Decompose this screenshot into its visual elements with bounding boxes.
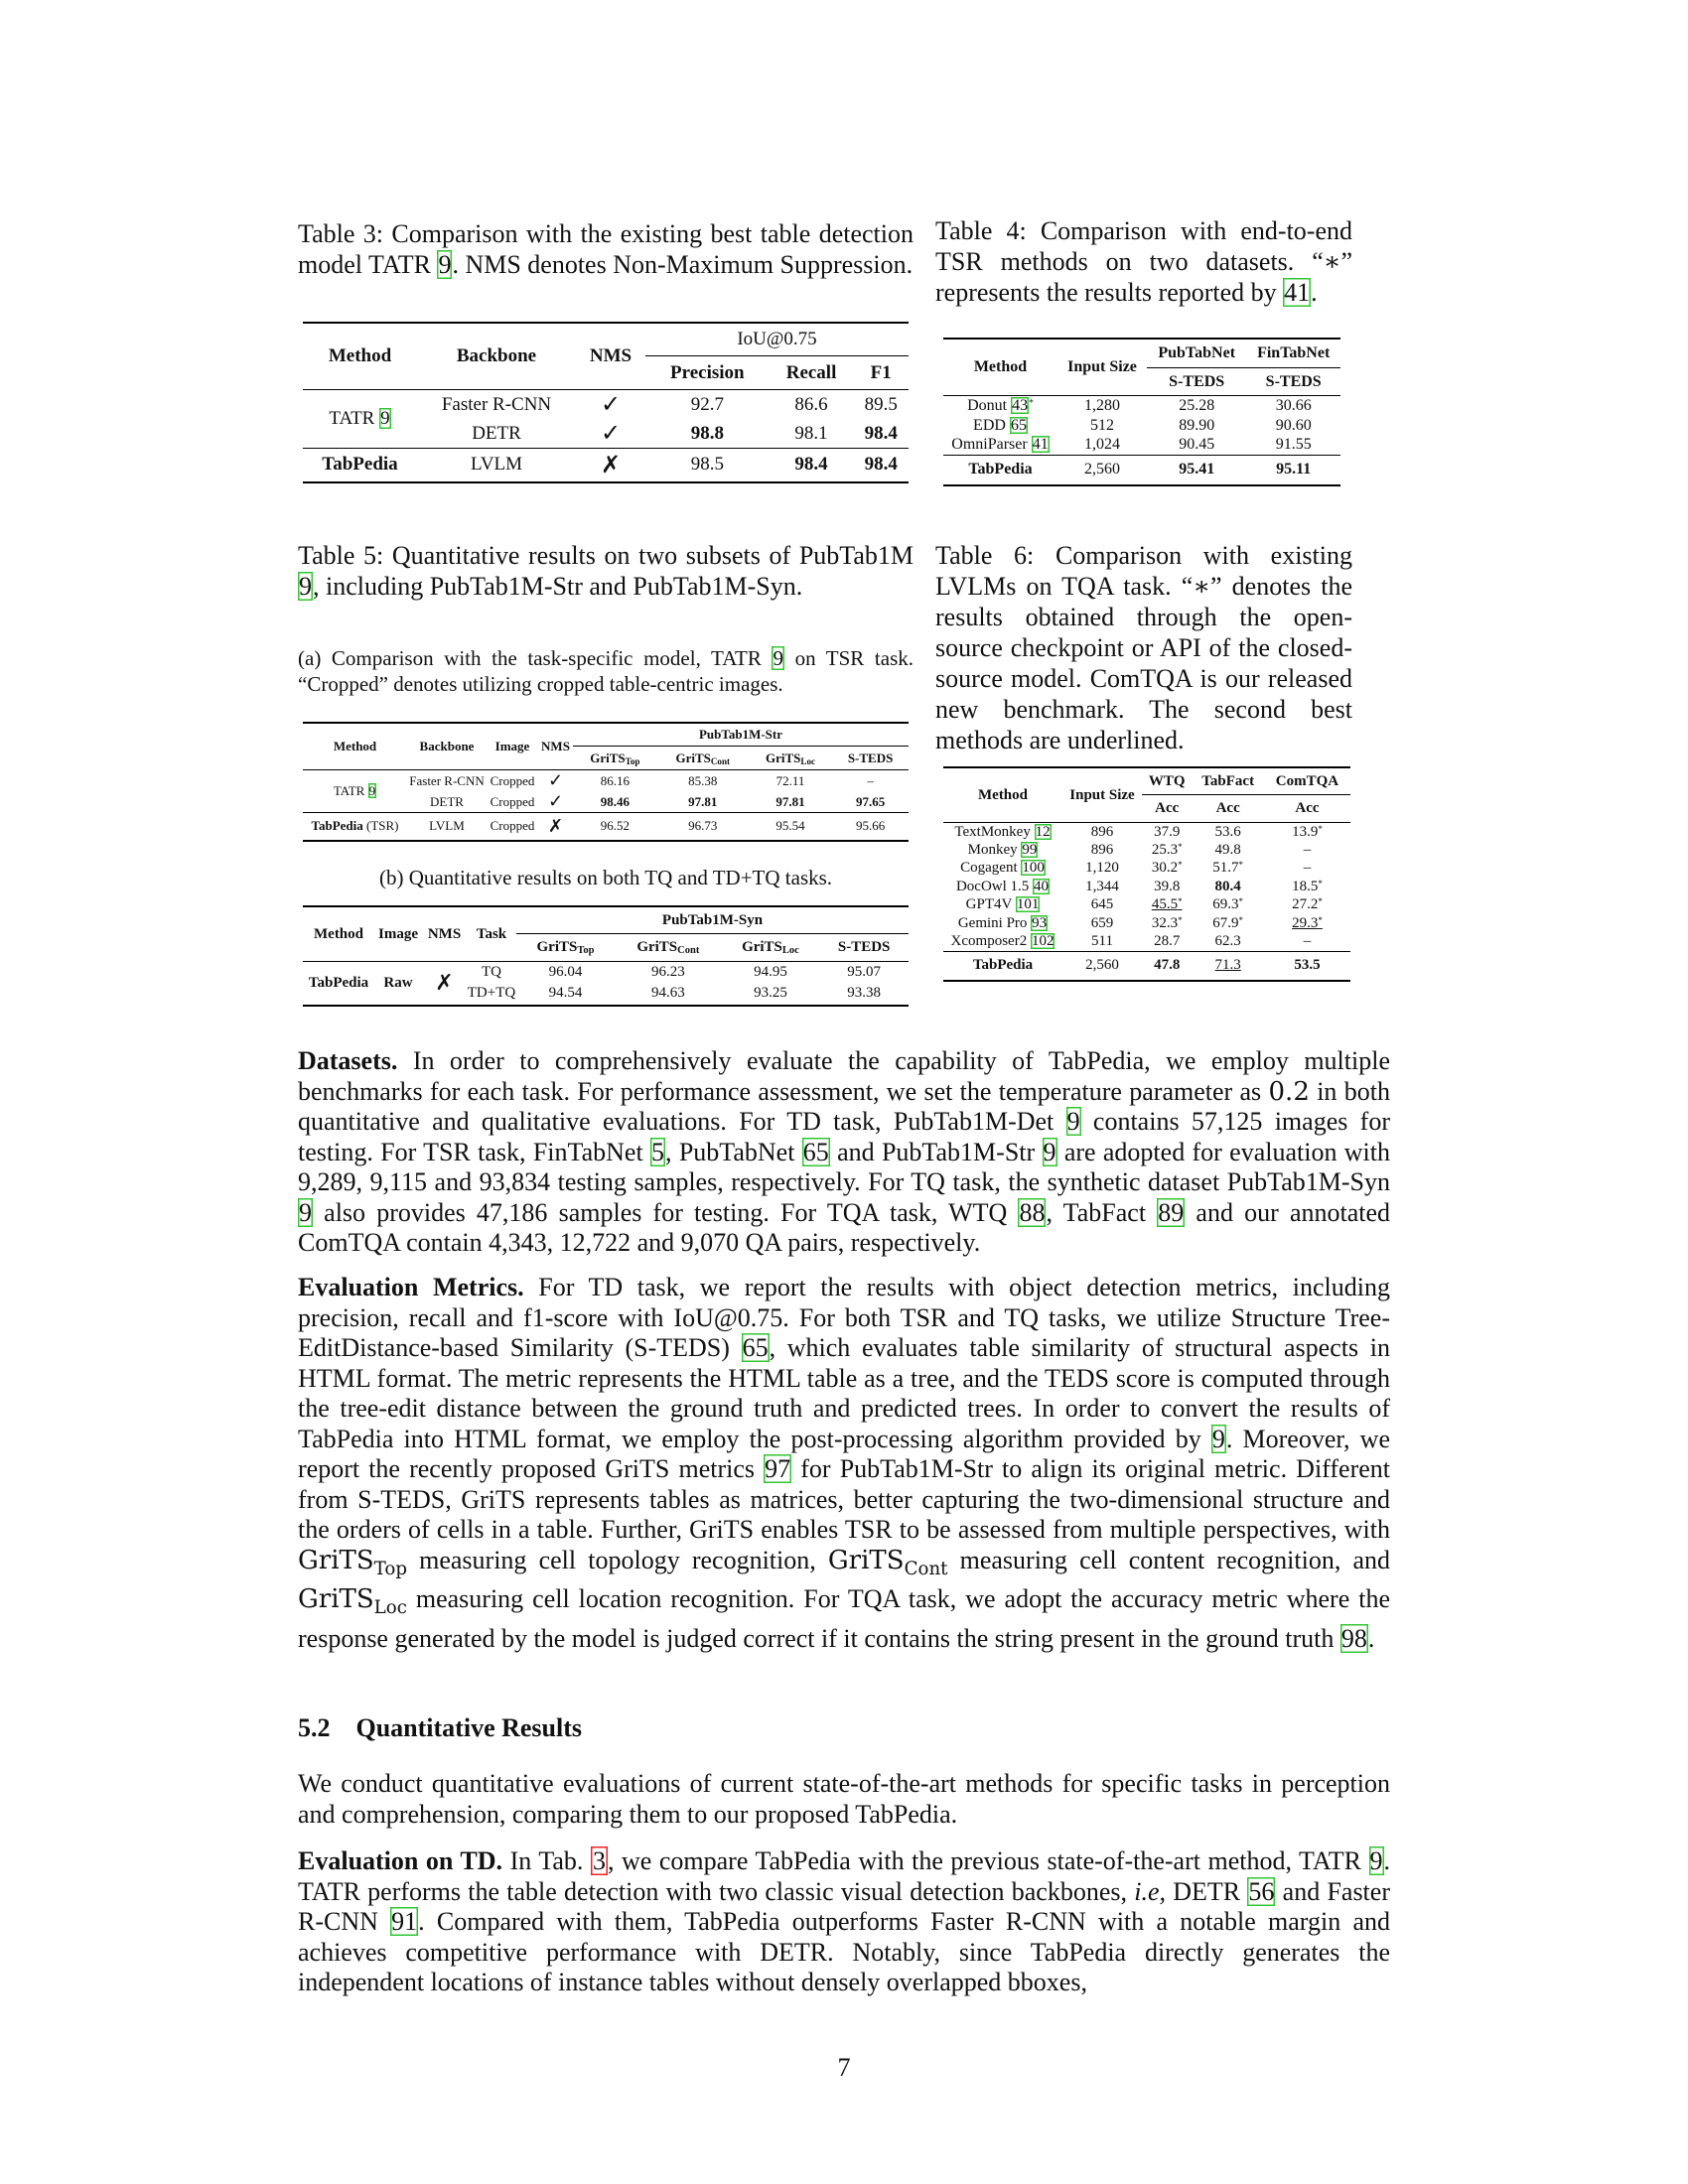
asterisk-marker: *	[1318, 878, 1323, 888]
t6-cell: 511	[1091, 933, 1113, 949]
t3-cell: 98.4	[864, 422, 898, 444]
t4-cell: 30.66	[1275, 396, 1312, 414]
t6-method: Monkey 99	[967, 841, 1038, 858]
t6-cell: 896	[1090, 841, 1114, 858]
t6-cell: 1,120	[1085, 860, 1119, 877]
t5a-cell: 96.73	[688, 818, 718, 834]
t5a-h-group: PubTab1M-Str	[573, 723, 909, 747]
t4-h-fin: FinTabNet	[1246, 339, 1340, 368]
t3-cell: 98.5	[690, 454, 724, 476]
t5b-cell: 94.63	[650, 985, 685, 1001]
t4-cell: 95.11	[1276, 461, 1312, 478]
t3-h-nms: NMS	[589, 345, 633, 366]
t4-cell: 91.55	[1275, 436, 1312, 454]
t6-cell: –	[1303, 933, 1312, 949]
t3-cell: 98.4	[864, 454, 898, 476]
t5b-h-method: Method	[314, 925, 363, 942]
t5a-h-image: Image	[494, 739, 530, 753]
t3-h-recall: Recall	[785, 361, 837, 383]
t5b-h-steds: S-TEDS	[837, 939, 891, 955]
t6-method: TabPedia	[972, 957, 1034, 974]
t4-method: EDD 65	[973, 416, 1027, 434]
table5-caption: Table 5: Quantitative results on two subsets of PubTab1M 9, including PubTab1M-Str and PubTab1M-Syn.	[298, 541, 914, 601]
t6-cell: 45.5*	[1151, 896, 1183, 913]
t5a-cell: 95.66	[855, 818, 886, 834]
asterisk-marker: *	[1238, 860, 1244, 871]
t6-cell: 51.7*	[1212, 860, 1244, 877]
t3-h-backbone: Backbone	[456, 345, 537, 366]
t5b-cell: TQ	[482, 963, 501, 980]
table5a	[303, 722, 909, 842]
t4-h-steds: S-TEDS	[1169, 372, 1225, 390]
t6-cell: 39.8	[1154, 878, 1181, 894]
asterisk-marker: *	[1178, 860, 1183, 871]
t4-cell: 89.90	[1179, 416, 1215, 434]
t6-cell: –	[1303, 841, 1312, 858]
t3-cell: Faster R-CNN	[441, 393, 552, 415]
t5b-cell: 95.07	[847, 963, 881, 980]
metrics-paragraph: Evaluation Metrics. For TD task, we report the results with object detection metrics, including precision, recall and f1-score with IoU@0.75. For both TSR and TQ tasks, we utilize Structure Tree-EditDistance-based Similarity (S-TEDS) 65, which evaluates table similarity of structural aspects in HTML format. The metric represents the HTML table as a tree, and the TEDS score is computed through the tree-edit distance between the ground truth and predicted trees. In order to convert the results of TabPedia into HTML format, we employ the post-processing algorithm provided by 9. Moreover, we report the recently proposed GriTS metrics 97 for PubTab1M-Str to align its original metric. Different from S-TEDS, GriTS represents tables as matrices, better capturing the two-dimensional structure and the orders of cells in a table. Further, GriTS enables TSR to be assessed from multiple perspectives, with GriTS$_{Top}$ measuring cell topology recognition, GriTS$_{Cont}$ measuring cell content recognition, and GriTS$_{Loc}$ measuring cell location recognition. For TQA task, we adopt the accuracy metric where the response generated by the model is judged correct if it contains the string present in the ground truth 98.	[298, 1273, 1391, 1653]
t6-cell: –	[1303, 860, 1312, 877]
t5a-cell: 95.54	[775, 818, 805, 834]
asterisk-marker: *	[1318, 896, 1323, 907]
t5a-cell: –	[867, 772, 874, 788]
t6-method: Xcomposer2 102	[950, 933, 1055, 949]
t6-method: TextMonkey 12	[954, 823, 1051, 840]
t3-cell: 92.7	[690, 393, 724, 415]
asterisk-marker: *	[1238, 914, 1244, 925]
t6-cell: 25.3*	[1151, 841, 1183, 858]
t6-cell: 53.6	[1214, 823, 1241, 840]
t4-h-pub: PubTabNet	[1147, 339, 1246, 368]
t6-method: Cogagent 100	[960, 860, 1045, 877]
t6-cell: 659	[1090, 914, 1114, 931]
t6-cell: 1,344	[1085, 878, 1119, 894]
t6-cell: 28.7	[1154, 933, 1181, 949]
t5a-h-nms: NMS	[541, 739, 570, 753]
t3-cell: 89.5	[864, 393, 898, 415]
t6-cell: 18.5*	[1292, 878, 1323, 894]
t6-method: GPT4V 101	[965, 896, 1040, 913]
t5b-cell: 94.54	[548, 985, 583, 1001]
t5a-cell: 85.38	[688, 772, 718, 788]
t4-method: TabPedia	[968, 461, 1033, 478]
t6-cell: 30.2*	[1151, 860, 1183, 877]
t4-cell: 2,560	[1084, 461, 1120, 478]
t3-cell: 98.8	[690, 422, 724, 444]
table6	[943, 766, 1350, 982]
t6-cell: 80.4	[1214, 878, 1241, 894]
t6-cell: 49.8	[1214, 841, 1241, 858]
t5b-cell: ✗	[435, 970, 454, 996]
t5a-h-backbone: Backbone	[419, 739, 475, 753]
t5b-cell: 93.25	[754, 985, 787, 1001]
t5a-cell: Cropped	[490, 772, 535, 788]
t6-h-method: Method	[978, 786, 1028, 803]
t6-h-comtqa: ComTQA	[1264, 767, 1350, 795]
datasets-paragraph: Datasets. In order to comprehensively evaluate the capability of TabPedia, we employ multiple benchmarks for each task. For performance assessment, we set the temperature parameter as 0.2 in both quantitative and qualitative evaluations. For TD task, PubTab1M-Det 9 contains 57,125 images for testing. For TSR task, FinTabNet 5, PubTabNet 65 and PubTab1M-Str 9 are adopted for evaluation with 9,289, 9,115 and 93,834 testing samples, respectively. For TQ task, the synthetic dataset PubTab1M-Syn 9 also provides 47,186 samples for testing. For TQA task, WTQ 88, TabFact 89 and our annotated ComTQA contain 4,343, 12,722 and 9,070 QA pairs, respectively.	[298, 1046, 1391, 1257]
t6-cell: 67.9*	[1212, 914, 1244, 931]
t5a-h-loc: GriTSLoc	[765, 750, 816, 766]
t3-h-f1: F1	[870, 361, 892, 383]
t5b-h-cont: GriTSCont	[636, 938, 700, 957]
t5b-h-loc: GriTSLoc	[742, 938, 799, 957]
t5a-cell: 96.52	[600, 818, 630, 834]
t5b-cell: 93.38	[847, 985, 881, 1001]
t6-cell: 27.2*	[1292, 896, 1323, 913]
t4-h-method: Method	[973, 358, 1028, 375]
t5a-cell: 97.81	[688, 793, 718, 809]
t5a-h-steds: S-TEDS	[847, 750, 894, 765]
t5a-cell: Cropped	[490, 818, 535, 834]
asterisk-marker: *	[1318, 914, 1323, 925]
asterisk-marker: *	[1178, 896, 1183, 907]
t3-cell: ✓	[600, 392, 622, 418]
t4-cell: 25.28	[1179, 396, 1215, 414]
t5a-cell: Cropped	[490, 793, 535, 809]
t4-cell: 95.41	[1179, 461, 1215, 478]
t5b-h-nms: NMS	[427, 925, 462, 942]
table6-caption: Table 6: Comparison with existing LVLMs on TQA task. “∗” denotes the results obtained through the open-source checkpoint or API of the closed-source model. ComTQA is our released new benchmark. The second best methods are underlined.	[935, 541, 1352, 754]
t4-h-size: Input Size	[1067, 358, 1137, 375]
t3-cell: 98.4	[794, 454, 828, 476]
t5a-h-top: GriTSTop	[590, 750, 640, 766]
t6-cell: 62.3	[1214, 933, 1241, 949]
t5a-cell: LVLM	[429, 818, 465, 834]
t5b-h-group: PubTab1M-Syn	[516, 906, 909, 934]
t5b-cell: 94.95	[754, 963, 787, 980]
t6-h-acc: Acc	[1155, 800, 1180, 816]
t6-cell: 47.8	[1154, 957, 1181, 974]
t6-cell: 2,560	[1085, 957, 1119, 974]
t5b-cell: Raw	[383, 974, 413, 991]
t5b-h-image: Image	[378, 925, 418, 942]
t5a-method: TabPedia (TSR)	[311, 818, 399, 834]
t5b-cell: 96.23	[650, 963, 685, 980]
t5a-cell: 98.46	[600, 793, 630, 809]
t6-cell: 37.9	[1154, 823, 1181, 840]
t3-h-method: Method	[328, 345, 392, 366]
t6-h-size: Input Size	[1069, 786, 1135, 803]
t5a-cell: ✗	[547, 815, 564, 836]
td-paragraph: Evaluation on TD. In Tab. 3, we compare TabPedia with the previous state-of-the-art method, TATR 9. TATR performs the table detection with two classic visual detection backbones, i.e, DETR 56 and Faster R-CNN 91. Compared with them, TabPedia outperforms Faster R-CNN with a notable margin and achieves competitive performance with DETR. Notably, since TabPedia directly generates the independent locations of instance tables without densely overlapped bboxes,	[298, 1846, 1391, 1996]
t4-cell: 90.45	[1179, 436, 1215, 454]
t6-h-acc: Acc	[1215, 800, 1240, 816]
asterisk-marker: *	[1178, 914, 1183, 925]
t5a-cell: ✓	[547, 770, 564, 790]
t5a-cell: 97.65	[855, 793, 886, 809]
t3-cell: 86.6	[794, 393, 828, 415]
t6-method: DocOwl 1.5 40	[955, 878, 1050, 894]
t5b-h-task: Task	[476, 925, 507, 942]
t6-cell: 71.3	[1214, 957, 1241, 974]
t3-cell: LVLM	[470, 454, 523, 476]
t4-method: Donut 43*	[967, 396, 1034, 414]
section-heading: 5.2 Quantitative Results	[298, 1713, 582, 1742]
t4-method: OmniParser 41	[951, 436, 1049, 454]
t3-cell: ✓	[600, 421, 622, 447]
table3	[303, 322, 909, 483]
t6-cell: 896	[1090, 823, 1114, 840]
t3-h-iou: IoU@0.75	[645, 323, 909, 356]
t3-cell: TabPedia	[322, 454, 398, 476]
t6-cell: 32.3*	[1151, 914, 1183, 931]
t6-h-tabfact: TabFact	[1192, 767, 1264, 795]
table4-caption: Table 4: Comparison with end-to-end TSR methods on two datasets. “∗” represents the results reported by 41.	[935, 216, 1352, 307]
t6-cell: 29.3*	[1292, 914, 1323, 931]
t5b-cell: 96.04	[548, 963, 583, 980]
t3-cell: DETR	[472, 422, 521, 444]
t3-cell: ✗	[600, 452, 622, 478]
t5a-cell: Faster R-CNN	[409, 772, 485, 788]
asterisk-marker: *	[1238, 896, 1244, 907]
t6-method: Gemini Pro 93	[957, 914, 1048, 931]
t5a-cell: 72.11	[775, 772, 805, 788]
asterisk-marker: *	[1318, 823, 1323, 834]
t6-h-wtq: WTQ	[1142, 767, 1192, 795]
t6-cell: 53.5	[1294, 957, 1321, 974]
t6-cell: 13.9*	[1292, 823, 1323, 840]
table5b	[303, 905, 909, 1007]
t4-cell: 512	[1090, 416, 1114, 434]
t5a-cell: 97.81	[775, 793, 805, 809]
table5a-caption: (a) Comparison with the task-specific model, TATR 9 on TSR task. “Cropped” denotes utilizing cropped table-centric images.	[298, 646, 914, 696]
t3-cell: 98.1	[794, 422, 828, 444]
t5a-h-method: Method	[333, 739, 377, 753]
t5a-h-cont: GriTSCont	[675, 750, 731, 766]
t6-cell: 69.3*	[1212, 896, 1244, 913]
t3-method-tatr: TATR 9	[329, 408, 390, 429]
t5a-cell: ✓	[547, 791, 564, 811]
t6-h-acc: Acc	[1295, 800, 1320, 816]
t4-cell: 90.60	[1275, 416, 1312, 434]
page-number: 7	[837, 2053, 851, 2082]
t6-cell: 645	[1090, 896, 1114, 913]
t5b-cell: TabPedia	[308, 974, 369, 991]
t4-cell: 1,024	[1084, 436, 1120, 454]
t4-h-steds: S-TEDS	[1265, 372, 1322, 390]
t5b-h-top: GriTSTop	[536, 938, 595, 957]
t5a-cell: 86.16	[600, 772, 630, 788]
t5a-method: TATR 9	[333, 783, 376, 798]
table5b-caption: (b) Quantitative results on both TQ and TD+TQ tasks.	[378, 866, 833, 889]
t4-cell: 1,280	[1084, 396, 1120, 414]
asterisk-marker: *	[1178, 841, 1183, 852]
t5a-cell: DETR	[430, 793, 464, 809]
t3-h-precision: Precision	[670, 361, 745, 383]
table3-caption: Table 3: Comparison with the existing best table detection model TATR 9. NMS denotes Non-Maximum Suppression.	[298, 219, 914, 279]
t5b-cell: TD+TQ	[467, 985, 516, 1001]
section-intro: We conduct quantitative evaluations of current state-of-the-art methods for specific tasks in perception and comprehension, comparing them to our proposed TabPedia.	[298, 1769, 1390, 1829]
table4	[943, 338, 1340, 486]
